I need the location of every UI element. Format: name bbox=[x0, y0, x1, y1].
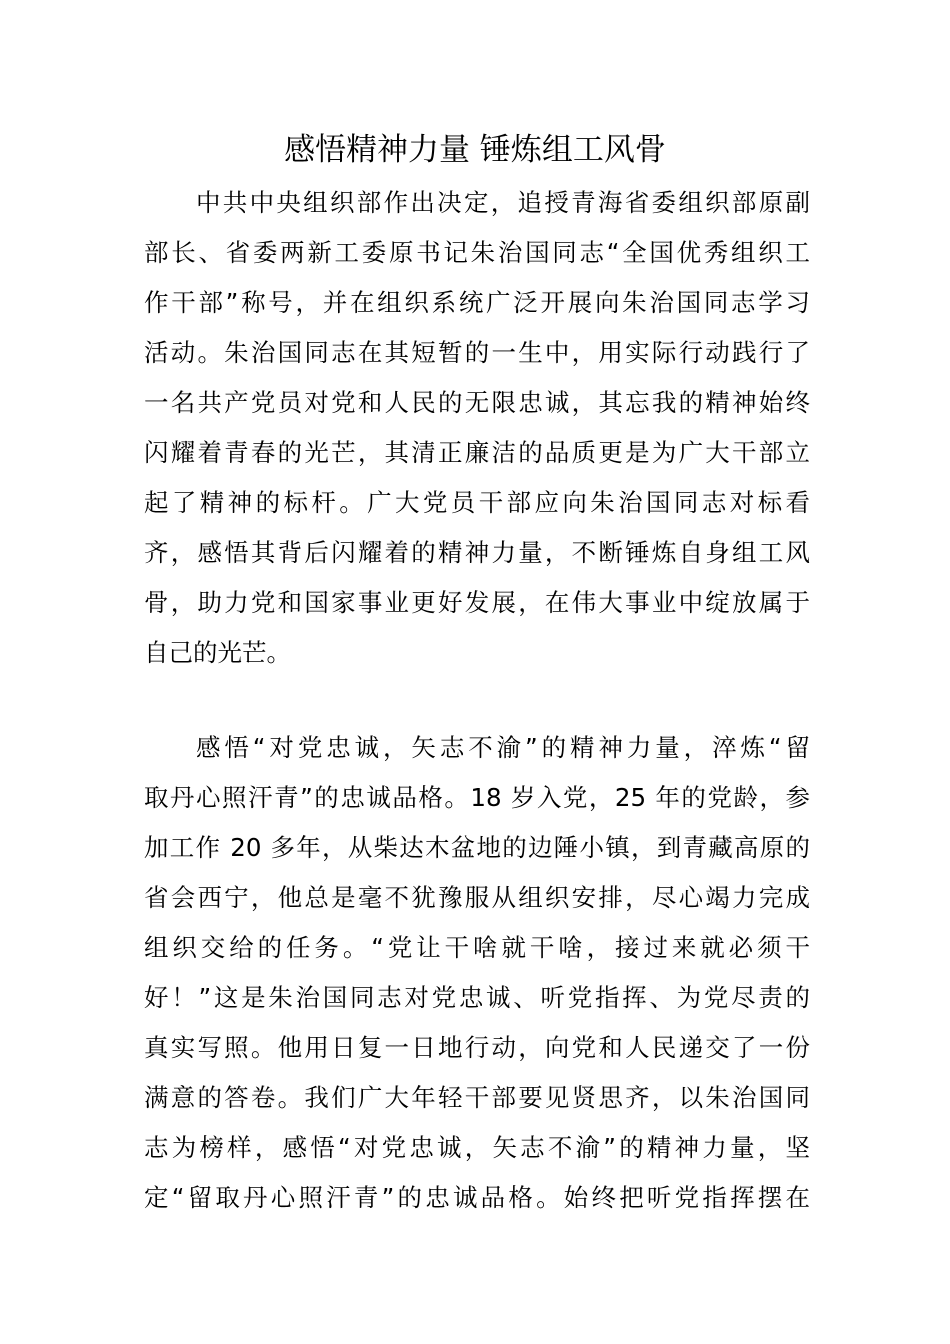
text-line: 自己的光芒。 bbox=[144, 638, 291, 667]
text-line: 省会西宁，他总是毫不犹豫服从组织安排，尽心竭力完成 bbox=[144, 883, 810, 912]
text-line: 好！”这是朱治国同志对党忠诚、听党指挥、为党尽责的 bbox=[144, 983, 810, 1012]
paragraph-2 bbox=[144, 723, 810, 1223]
text-line: 加工作 20 多年，从柴达木盆地的边陲小镇，到青藏高原的 bbox=[144, 833, 810, 862]
text-line: 闪耀着青春的光芒，其清正廉洁的品质更是为广大干部立 bbox=[144, 438, 810, 467]
text-line: 一名共产党员对党和人民的无限忠诚，其忘我的精神始终 bbox=[144, 388, 810, 417]
text-line: 定“留取丹心照汗青”的忠诚品格。始终把听党指挥摆在 bbox=[144, 1183, 810, 1212]
document-title: 感悟精神力量 锤炼组工风骨 bbox=[284, 132, 666, 168]
text-line: 满意的答卷。我们广大年轻干部要见贤思齐，以朱治国同 bbox=[144, 1083, 810, 1112]
text-line: 部长、省委两新工委原书记朱治国同志“全国优秀组织工 bbox=[144, 238, 810, 267]
text-line: 感悟“对党忠诚，矢志不渝”的精神力量，淬炼“留 bbox=[196, 733, 810, 762]
text-line: 骨，助力党和国家事业更好发展，在伟大事业中绽放属于 bbox=[144, 588, 810, 617]
paragraph-1 bbox=[144, 178, 810, 678]
text-line: 组织交给的任务。“党让干啥就干啥，接过来就必须干 bbox=[144, 933, 810, 962]
text-line: 志为榜样，感悟“对党忠诚，矢志不渝”的精神力量，坚 bbox=[144, 1133, 810, 1162]
text-line: 取丹心照汗青”的忠诚品格。18 岁入党，25 年的党龄，参 bbox=[144, 783, 810, 812]
text-line: 起了精神的标杆。广大党员干部应向朱治国同志对标看 bbox=[144, 488, 810, 517]
text-line: 真实写照。他用日复一日地行动，向党和人民递交了一份 bbox=[144, 1033, 810, 1062]
text-line: 齐，感悟其背后闪耀着的精神力量，不断锤炼自身组工风 bbox=[144, 538, 810, 567]
text-line: 作干部”称号，并在组织系统广泛开展向朱治国同志学习 bbox=[144, 288, 810, 317]
text-line: 活动。朱治国同志在其短暂的一生中，用实际行动践行了 bbox=[144, 338, 810, 367]
text-line: 中共中央组织部作出决定，追授青海省委组织部原副 bbox=[196, 188, 810, 217]
